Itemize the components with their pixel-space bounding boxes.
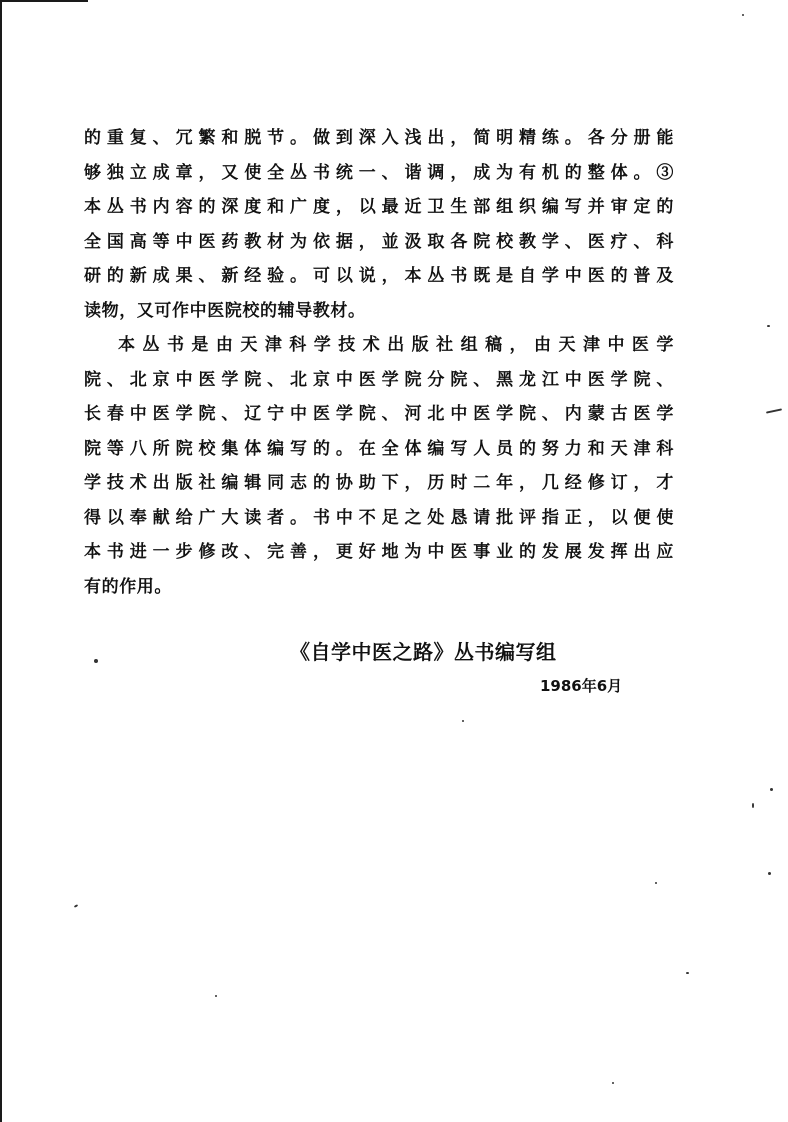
paragraph2-line: 本书进一步修改、完善，更好地为中医事业的发展发挥出应	[84, 542, 674, 562]
page-left-edge	[0, 0, 2, 1122]
scan-speck	[767, 325, 770, 327]
scan-speck	[215, 995, 217, 997]
scan-speck	[94, 659, 98, 663]
paragraph2-line: 有的作用。	[84, 576, 172, 597]
paragraph1-line: 够独立成章，又使全丛书统一、谐调，成为有机的整体。③	[84, 162, 674, 183]
scan-speck	[770, 788, 773, 791]
paragraph2-line: 本丛书是由天津科学技术出版社组稿，由天津中医学	[118, 335, 674, 355]
paragraph2-line: 院、北京中医学院、北京中医学院分院、黑龙江中医学院、	[84, 369, 674, 390]
paragraph1-line: 研的新成果、新经验。可以说，本丛书既是自学中医的普及	[84, 266, 674, 286]
scan-speck	[462, 720, 464, 722]
paragraph1-line: 的重复、冗繁和脱节。做到深入浅出，简明精练。各分册能	[84, 128, 674, 148]
scan-speck	[768, 872, 771, 875]
scan-speck	[742, 14, 744, 16]
paragraph2-line: 院等八所院校集体编写的。在全体编写人员的努力和天津科	[84, 438, 674, 459]
scan-speck	[752, 803, 754, 808]
paragraph2-line: 得以奉献给广大读者。书中不足之处恳请批评指正，以便使	[84, 507, 674, 528]
paragraph1-line: 读物，又可作中医院校的辅导教材。	[84, 300, 366, 321]
scan-speck	[612, 1082, 614, 1084]
preface-body	[84, 121, 674, 604]
scan-speck	[655, 882, 657, 884]
scan-speck	[74, 904, 78, 908]
signature-date: 1986年6月	[540, 677, 623, 695]
scan-speck	[766, 408, 782, 413]
author-signature: 《自学中医之路》丛书编写组	[290, 640, 557, 664]
paragraph2-line: 学技术出版社编辑同志的协助下，历时二年，几经修订，才	[84, 473, 674, 493]
paragraph2-line: 长春中医学院、辽宁中医学院、河北中医学院、内蒙古医学	[84, 404, 674, 424]
scan-speck	[686, 972, 689, 974]
page-top-edge	[0, 0, 88, 2]
paragraph1-line: 本丛书内容的深度和广度，以最近卫生部组织编写并审定的	[84, 197, 674, 217]
paragraph1-line: 全国高等中医药教材为依据，並汲取各院校教学、医疗、科	[84, 231, 674, 252]
